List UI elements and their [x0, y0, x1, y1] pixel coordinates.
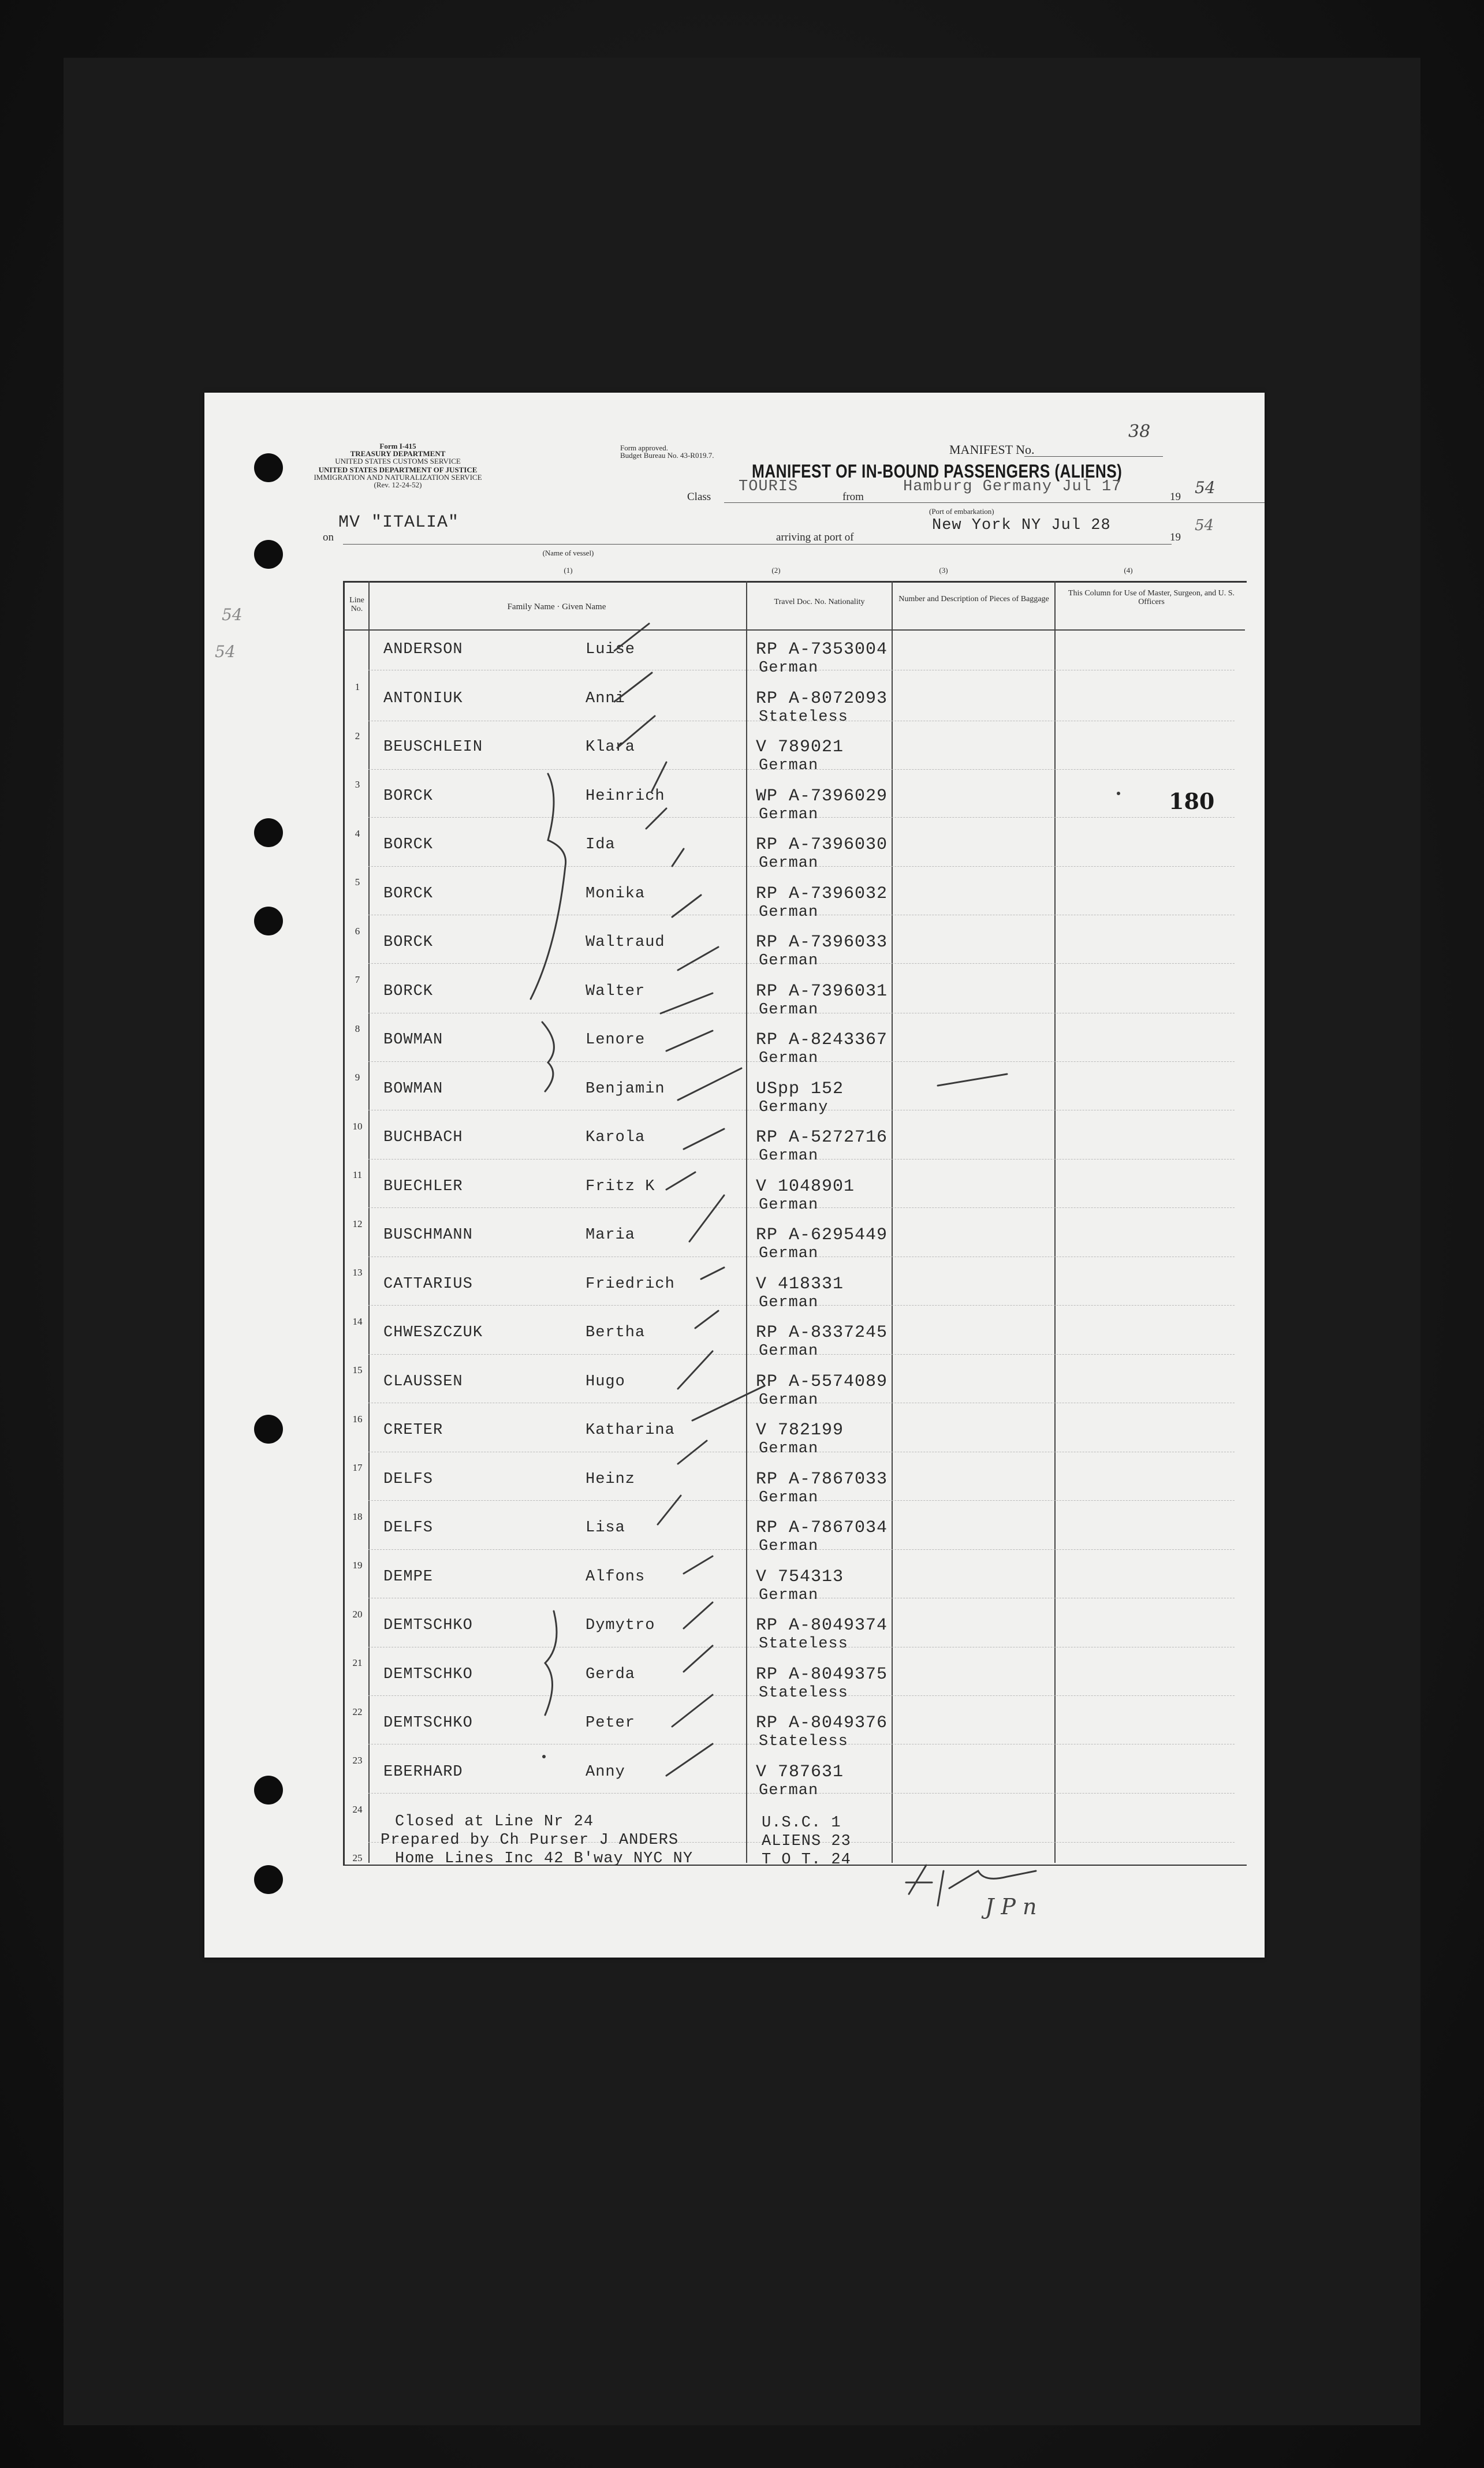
col-num-3: (3)	[939, 566, 948, 575]
given-name: Lisa	[586, 1519, 625, 1537]
family-name: BOWMAN	[383, 1080, 443, 1098]
family-name: EBERHARD	[383, 1763, 463, 1781]
nationality: German	[759, 1489, 819, 1507]
line-number: 6	[355, 925, 360, 937]
given-name: Fritz K	[586, 1177, 655, 1195]
margin-note: 54	[222, 605, 243, 624]
given-name: Klara	[586, 739, 636, 756]
official-initials: J P n	[985, 1894, 1037, 1919]
class-label: Class	[687, 491, 711, 503]
line-number: 18	[352, 1511, 363, 1522]
travel-doc-no: RP A-8049375	[756, 1664, 888, 1684]
arriving-label: arriving at port of	[776, 531, 854, 543]
family-name: BORCK	[383, 885, 434, 903]
travel-doc-no: WP A-7396029	[756, 786, 888, 806]
travel-doc-no: RP A-7353004	[756, 640, 888, 659]
nationality: German	[759, 659, 819, 677]
travel-doc-no: V 789021	[756, 737, 844, 757]
manifest-no-value: 38	[1128, 422, 1151, 442]
given-name: Heinrich	[586, 787, 665, 805]
nationality: Germany	[759, 1098, 829, 1116]
line-number: 22	[352, 1706, 363, 1717]
travel-doc-no: V 782199	[756, 1421, 844, 1440]
year-value-1: 54	[1195, 478, 1215, 497]
family-name: BUCHBACH	[383, 1129, 463, 1146]
travel-doc-no: RP A-7396031	[756, 981, 888, 1001]
given-name: Monika	[586, 885, 646, 903]
given-name: Alfons	[586, 1568, 646, 1586]
travel-doc-no: RP A-8049376	[756, 1713, 888, 1733]
form-approved: Form approved.	[620, 443, 669, 452]
travel-doc-no: V 787631	[756, 1762, 844, 1782]
nationality: German	[759, 903, 819, 921]
family-name: DEMTSCHKO	[383, 1714, 473, 1732]
travel-doc-no: RP A-7396033	[756, 933, 888, 952]
line-number: 25	[352, 1852, 363, 1863]
nationality: German	[759, 1586, 819, 1604]
family-name: BEUSCHLEIN	[383, 739, 483, 756]
manifest-page	[204, 393, 1265, 1958]
travel-doc-no: V 418331	[756, 1274, 844, 1294]
line-number: 16	[352, 1413, 363, 1425]
nationality: German	[759, 1245, 819, 1262]
handwritten-marks	[204, 393, 1265, 1958]
col-header-name: Family Name · Given Name	[507, 602, 606, 612]
col-num-4: (4)	[1124, 566, 1133, 575]
nationality: German	[759, 1147, 819, 1165]
from-value: Hamburg Germany Jul 17	[903, 478, 1122, 495]
travel-doc-no: RP A-8243367	[756, 1030, 888, 1050]
budget-bureau: Budget Bureau No. 43-R019.7.	[620, 451, 714, 460]
travel-doc-no: RP A-6295449	[756, 1225, 888, 1245]
family-name: CHWESZCZUK	[383, 1324, 483, 1341]
line-number: 23	[352, 1755, 363, 1766]
nationality: German	[759, 1440, 819, 1457]
nationality: German	[759, 1196, 819, 1214]
family-name: ANDERSON	[383, 641, 463, 658]
nationality: German	[759, 757, 819, 774]
col-header-travel-doc: Travel Doc. No. Nationality	[774, 598, 865, 606]
given-name: Walter	[586, 982, 646, 1000]
given-name: Katharina	[586, 1422, 675, 1439]
given-name: Bertha	[586, 1324, 646, 1341]
line-number: 17	[352, 1462, 363, 1473]
given-name: Benjamin	[586, 1080, 665, 1098]
given-name: Dymytro	[586, 1617, 655, 1634]
form-rev: (Rev. 12-24-52)	[374, 480, 422, 489]
total-usc: U.S.C. 1	[762, 1814, 841, 1832]
travel-doc-no: RP A-5272716	[756, 1128, 888, 1147]
family-name: DELFS	[383, 1470, 434, 1488]
closed-at-line: Closed at Line Nr 24	[395, 1813, 594, 1831]
travel-doc-no: RP A-7867034	[756, 1518, 888, 1538]
family-name: CRETER	[383, 1422, 443, 1439]
nationality: German	[759, 1293, 819, 1311]
manifest-no-label: MANIFEST No.	[949, 442, 1035, 457]
line-number: 1	[355, 681, 360, 692]
line-number: 19	[352, 1560, 363, 1571]
dept-justice: UNITED STATES DEPARTMENT OF JUSTICE	[318, 465, 478, 474]
given-name: Hugo	[586, 1373, 625, 1390]
given-name: Lenore	[586, 1031, 646, 1049]
nationality: Stateless	[759, 1733, 848, 1750]
total-aliens: ALIENS 23	[762, 1833, 851, 1850]
line-number: 21	[352, 1657, 363, 1668]
travel-doc-no: RP A-8337245	[756, 1323, 888, 1343]
line-number: 5	[355, 877, 360, 888]
line-number: 13	[352, 1267, 363, 1278]
home-lines: Home Lines Inc 42 B'way NYC NY	[395, 1850, 693, 1867]
nationality: German	[759, 1050, 819, 1067]
nationality: Stateless	[759, 1684, 848, 1702]
line-number: 3	[355, 779, 360, 790]
form-id: Form I-415	[379, 442, 416, 450]
vessel-caption: (Name of vessel)	[542, 549, 594, 557]
year-value-2: 54	[1195, 517, 1214, 534]
nationality: German	[759, 1391, 819, 1409]
family-name: BORCK	[383, 982, 434, 1000]
col-header-baggage: Number and Description of Pieces of Baggage	[898, 595, 1049, 603]
line-number: 14	[352, 1315, 363, 1327]
given-name: Waltraud	[586, 934, 665, 951]
family-name: BORCK	[383, 934, 434, 951]
port-value: New York NY Jul 28	[932, 517, 1111, 534]
class-value: TOURIS	[739, 478, 799, 495]
line-number: 15	[352, 1365, 363, 1375]
given-name: Heinz	[586, 1470, 636, 1488]
travel-doc-no: V 754313	[756, 1567, 844, 1587]
family-name: DEMTSCHKO	[383, 1617, 473, 1634]
on-label: on	[323, 531, 334, 543]
given-name: Peter	[586, 1714, 636, 1732]
line-number: 11	[352, 1169, 363, 1180]
nationality: German	[759, 1538, 819, 1555]
line-number: 10	[352, 1120, 363, 1132]
from-label: from	[842, 491, 864, 503]
travel-doc-no: RP A-5574089	[756, 1371, 888, 1392]
family-name: BUECHLER	[383, 1177, 463, 1195]
manifest-title: MANIFEST OF IN-BOUND PASSENGERS (ALIENS)	[752, 461, 1123, 482]
given-name: Maria	[586, 1226, 636, 1244]
family-name: BUSCHMANN	[383, 1226, 473, 1244]
line-number: 7	[355, 974, 360, 985]
line-number: 20	[352, 1608, 363, 1620]
given-name: Luise	[586, 641, 636, 658]
col-num-1: (1)	[564, 566, 573, 575]
line-number: 9	[355, 1072, 360, 1083]
line-number: 2	[355, 730, 360, 741]
given-name: Friedrich	[586, 1275, 675, 1293]
customs-service: UNITED STATES CUSTOMS SERVICE	[335, 457, 461, 465]
travel-doc-no: RP A-7396032	[756, 883, 888, 904]
family-name: DEMTSCHKO	[383, 1665, 473, 1683]
family-name: BORCK	[383, 787, 434, 805]
family-name: DELFS	[383, 1519, 434, 1537]
family-name: ANTONIUK	[383, 689, 463, 707]
officer-note: 180	[1169, 788, 1215, 814]
travel-doc-no: V 1048901	[756, 1176, 855, 1196]
col-header-line-no: Line No.	[349, 596, 364, 613]
travel-doc-no: RP A-8049374	[756, 1616, 888, 1635]
nationality: German	[759, 855, 819, 872]
travel-doc-no: RP A-7396030	[756, 835, 888, 855]
prepared-by: Prepared by Ch Purser J ANDERS	[381, 1832, 679, 1849]
family-name: BORCK	[383, 836, 434, 853]
nationality: Stateless	[759, 1635, 848, 1653]
line-number: 24	[352, 1803, 363, 1815]
port-embark-caption: (Port of embarkation)	[929, 507, 994, 516]
line-number: 12	[352, 1218, 363, 1229]
family-name: BOWMAN	[383, 1031, 443, 1049]
col-header-officers: This Column for Use of Master, Surgeon, and U. S. Officers	[1068, 589, 1235, 606]
margin-note: 54	[215, 642, 236, 661]
line-number: 4	[355, 827, 360, 839]
nationality: German	[759, 806, 819, 823]
nationality: German	[759, 1001, 819, 1019]
col-num-2: (2)	[771, 566, 781, 575]
nationality: German	[759, 952, 819, 970]
dept-treasury: TREASURY DEPARTMENT	[350, 449, 446, 458]
nationality: German	[759, 1343, 819, 1360]
given-name: Ida	[586, 836, 616, 853]
family-name: CLAUSSEN	[383, 1373, 463, 1390]
nationality: German	[759, 1781, 819, 1799]
ins-service: IMMIGRATION AND NATURALIZATION SERVICE	[314, 473, 482, 482]
travel-doc-no: RP A-8072093	[756, 688, 888, 709]
nationality: Stateless	[759, 708, 848, 726]
vessel-name: MV "ITALIA"	[338, 513, 460, 532]
family-name: CATTARIUS	[383, 1275, 473, 1293]
given-name: Gerda	[586, 1665, 636, 1683]
travel-doc-no: RP A-7867033	[756, 1469, 888, 1489]
given-name: Anni	[586, 689, 625, 707]
year-prefix-1: 19	[1170, 491, 1181, 503]
given-name: Karola	[586, 1129, 646, 1146]
year-prefix-2: 19	[1170, 531, 1181, 543]
total-tot: T O T. 24	[762, 1851, 851, 1869]
given-name: Anny	[586, 1763, 625, 1781]
family-name: DEMPE	[383, 1568, 434, 1586]
line-number: 8	[355, 1023, 360, 1034]
travel-doc-no: USpp 152	[756, 1079, 844, 1099]
